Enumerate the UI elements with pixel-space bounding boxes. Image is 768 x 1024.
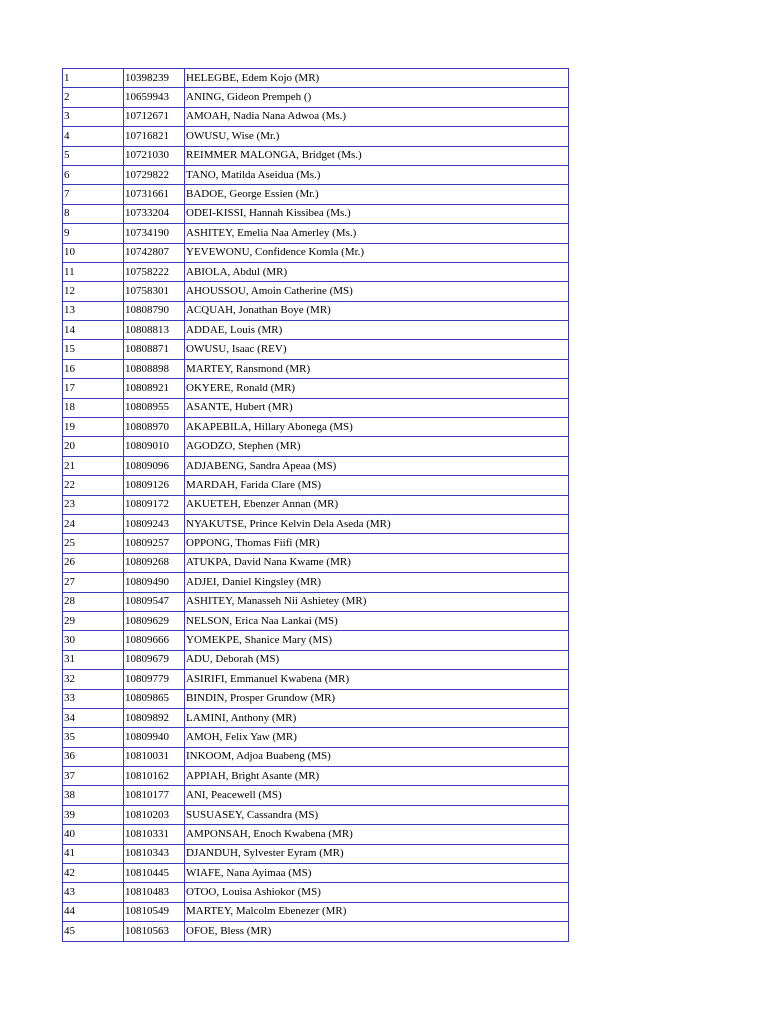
row-number-cell: 35 [63,728,124,747]
row-number-cell: 11 [63,262,124,281]
table-row [63,592,569,611]
student-name-cell: ASHITEY, Manasseh Nii Ashietey (MR) [185,592,569,611]
student-id-cell: 10809892 [124,708,185,727]
row-number-cell: 5 [63,146,124,165]
student-id-cell: 10809268 [124,553,185,572]
student-id-cell: 10810445 [124,864,185,883]
table-row [63,922,569,941]
table-row [63,398,569,417]
student-id-cell: 10734190 [124,224,185,243]
row-number-cell: 29 [63,611,124,630]
student-id-cell: 10810203 [124,805,185,824]
student-id-cell: 10808813 [124,321,185,340]
student-id-cell: 10809257 [124,534,185,553]
student-name-cell: OTOO, Louisa Ashiokor (MS) [185,883,569,902]
table-row [63,553,569,572]
student-id-cell: 10810031 [124,747,185,766]
student-id-cell: 10731661 [124,185,185,204]
table-row [63,902,569,921]
student-id-cell: 10810177 [124,786,185,805]
student-name-cell: INKOOM, Adjoa Buabeng (MS) [185,747,569,766]
student-id-cell: 10729822 [124,165,185,184]
table-row [63,165,569,184]
table-row [63,670,569,689]
student-id-cell: 10809666 [124,631,185,650]
row-number-cell: 41 [63,844,124,863]
row-number-cell: 16 [63,359,124,378]
student-id-cell: 10808921 [124,379,185,398]
student-id-cell: 10721030 [124,146,185,165]
row-number-cell: 15 [63,340,124,359]
table-row [63,534,569,553]
table-row [63,301,569,320]
row-number-cell: 32 [63,670,124,689]
table-row [63,243,569,262]
student-id-cell: 10810563 [124,922,185,941]
student-name-cell: TANO, Matilda Aseidua (Ms.) [185,165,569,184]
student-id-cell: 10809940 [124,728,185,747]
student-name-cell: AMOAH, Nadia Nana Adwoa (Ms.) [185,107,569,126]
student-name-cell: DJANDUH, Sylvester Eyram (MR) [185,844,569,863]
row-number-cell: 23 [63,495,124,514]
table-row [63,631,569,650]
row-number-cell: 14 [63,321,124,340]
table-row [63,107,569,126]
student-name-cell: ASHITEY, Emelia Naa Amerley (Ms.) [185,224,569,243]
student-name-cell: ASIRIFI, Emmanuel Kwabena (MR) [185,670,569,689]
table-row [63,340,569,359]
student-name-cell: ADJEI, Daniel Kingsley (MR) [185,573,569,592]
row-number-cell: 20 [63,437,124,456]
table-row [63,767,569,786]
row-number-cell: 7 [63,185,124,204]
row-number-cell: 4 [63,127,124,146]
row-number-cell: 34 [63,708,124,727]
row-number-cell: 31 [63,650,124,669]
row-number-cell: 12 [63,282,124,301]
student-name-cell: ATUKPA, David Nana Kwame (MR) [185,553,569,572]
table-row [63,146,569,165]
student-name-cell: AHOUSSOU, Amoin Catherine (MS) [185,282,569,301]
student-name-cell: HELEGBE, Edem Kojo (MR) [185,69,569,88]
student-name-cell: ADJABENG, Sandra Apeaa (MS) [185,456,569,475]
table-row [63,359,569,378]
row-number-cell: 13 [63,301,124,320]
row-number-cell: 22 [63,476,124,495]
table-row [63,786,569,805]
row-number-cell: 30 [63,631,124,650]
student-name-cell: OFOE, Bless (MR) [185,922,569,941]
row-number-cell: 44 [63,902,124,921]
row-number-cell: 6 [63,165,124,184]
student-id-cell: 10809679 [124,650,185,669]
student-name-cell: OWUSU, Wise (Mr.) [185,127,569,146]
student-name-cell: ADDAE, Louis (MR) [185,321,569,340]
student-name-cell: APPIAH, Bright Asante (MR) [185,767,569,786]
row-number-cell: 42 [63,864,124,883]
student-name-cell: ASANTE, Hubert (MR) [185,398,569,417]
row-number-cell: 43 [63,883,124,902]
table-row [63,437,569,456]
row-number-cell: 24 [63,514,124,533]
table-row [63,204,569,223]
table-row [63,611,569,630]
student-id-cell: 10810483 [124,883,185,902]
student-id-cell: 10809010 [124,437,185,456]
table-row [63,88,569,107]
student-name-cell: AKUETEH, Ebenzer Annan (MR) [185,495,569,514]
row-number-cell: 25 [63,534,124,553]
student-id-cell: 10716821 [124,127,185,146]
row-number-cell: 21 [63,456,124,475]
table-row [63,379,569,398]
table-row [63,689,569,708]
student-id-cell: 10809126 [124,476,185,495]
student-id-cell: 10809865 [124,689,185,708]
table-row [63,883,569,902]
student-name-cell: REIMMER MALONGA, Bridget (Ms.) [185,146,569,165]
table-row [63,747,569,766]
student-id-cell: 10810331 [124,825,185,844]
roster-body [63,69,569,942]
row-number-cell: 19 [63,418,124,437]
row-number-cell: 39 [63,805,124,824]
row-number-cell: 2 [63,88,124,107]
student-id-cell: 10808790 [124,301,185,320]
student-name-cell: NELSON, Erica Naa Lankai (MS) [185,611,569,630]
student-id-cell: 10809779 [124,670,185,689]
row-number-cell: 28 [63,592,124,611]
student-name-cell: MARTEY, Ransmond (MR) [185,359,569,378]
row-number-cell: 37 [63,767,124,786]
student-name-cell: ACQUAH, Jonathan Boye (MR) [185,301,569,320]
table-row [63,127,569,146]
table-row [63,495,569,514]
row-number-cell: 8 [63,204,124,223]
student-id-cell: 10808970 [124,418,185,437]
table-row [63,728,569,747]
student-name-cell: AGODZO, Stephen (MR) [185,437,569,456]
table-row [63,262,569,281]
student-name-cell: SUSUASEY, Cassandra (MS) [185,805,569,824]
student-id-cell: 10809096 [124,456,185,475]
student-id-cell: 10808871 [124,340,185,359]
student-id-cell: 10733204 [124,204,185,223]
student-name-cell: BINDIN, Prosper Grundow (MR) [185,689,569,708]
student-id-cell: 10659943 [124,88,185,107]
student-id-cell: 10808955 [124,398,185,417]
table-row [63,864,569,883]
row-number-cell: 1 [63,69,124,88]
student-id-cell: 10398239 [124,69,185,88]
row-number-cell: 45 [63,922,124,941]
student-name-cell: YEVEWONU, Confidence Komla (Mr.) [185,243,569,262]
table-row [63,476,569,495]
student-name-cell: AKAPEBILA, Hillary Abonega (MS) [185,418,569,437]
student-name-cell: OPPONG, Thomas Fiifi (MR) [185,534,569,553]
student-id-cell: 10809547 [124,592,185,611]
student-id-cell: 10809629 [124,611,185,630]
student-id-cell: 10742807 [124,243,185,262]
student-name-cell: OKYERE, Ronald (MR) [185,379,569,398]
student-name-cell: AMOH, Felix Yaw (MR) [185,728,569,747]
student-name-cell: MARTEY, Malcolm Ebenezer (MR) [185,902,569,921]
table-row [63,224,569,243]
student-name-cell: BADOE, George Essien (Mr.) [185,185,569,204]
row-number-cell: 40 [63,825,124,844]
table-row [63,844,569,863]
row-number-cell: 3 [63,107,124,126]
table-row [63,805,569,824]
student-name-cell: ODEI-KISSI, Hannah Kissibea (Ms.) [185,204,569,223]
student-id-cell: 10809243 [124,514,185,533]
table-row [63,825,569,844]
row-number-cell: 27 [63,573,124,592]
table-row [63,69,569,88]
table-row [63,456,569,475]
table-row [63,573,569,592]
table-row [63,321,569,340]
student-name-cell: LAMINI, Anthony (MR) [185,708,569,727]
student-roster-table [62,68,569,942]
table-row [63,514,569,533]
student-name-cell: ANING, Gideon Prempeh () [185,88,569,107]
student-name-cell: NYAKUTSE, Prince Kelvin Dela Aseda (MR) [185,514,569,533]
student-id-cell: 10809490 [124,573,185,592]
student-id-cell: 10808898 [124,359,185,378]
table-row [63,708,569,727]
table-row [63,282,569,301]
row-number-cell: 38 [63,786,124,805]
table-row [63,418,569,437]
row-number-cell: 33 [63,689,124,708]
row-number-cell: 10 [63,243,124,262]
student-id-cell: 10810343 [124,844,185,863]
row-number-cell: 36 [63,747,124,766]
student-name-cell: OWUSU, Isaac (REV) [185,340,569,359]
student-name-cell: ADU, Deborah (MS) [185,650,569,669]
student-name-cell: AMPONSAH, Enoch Kwabena (MR) [185,825,569,844]
table-row [63,185,569,204]
student-name-cell: ABIOLA, Abdul (MR) [185,262,569,281]
student-name-cell: YOMEKPE, Shanice Mary (MS) [185,631,569,650]
student-name-cell: WIAFE, Nana Ayimaa (MS) [185,864,569,883]
student-id-cell: 10809172 [124,495,185,514]
row-number-cell: 18 [63,398,124,417]
table-row [63,650,569,669]
student-name-cell: MARDAH, Farida Clare (MS) [185,476,569,495]
student-id-cell: 10810549 [124,902,185,921]
row-number-cell: 9 [63,224,124,243]
student-id-cell: 10758222 [124,262,185,281]
row-number-cell: 26 [63,553,124,572]
row-number-cell: 17 [63,379,124,398]
student-id-cell: 10810162 [124,767,185,786]
student-id-cell: 10758301 [124,282,185,301]
student-name-cell: ANI, Peacewell (MS) [185,786,569,805]
student-id-cell: 10712671 [124,107,185,126]
